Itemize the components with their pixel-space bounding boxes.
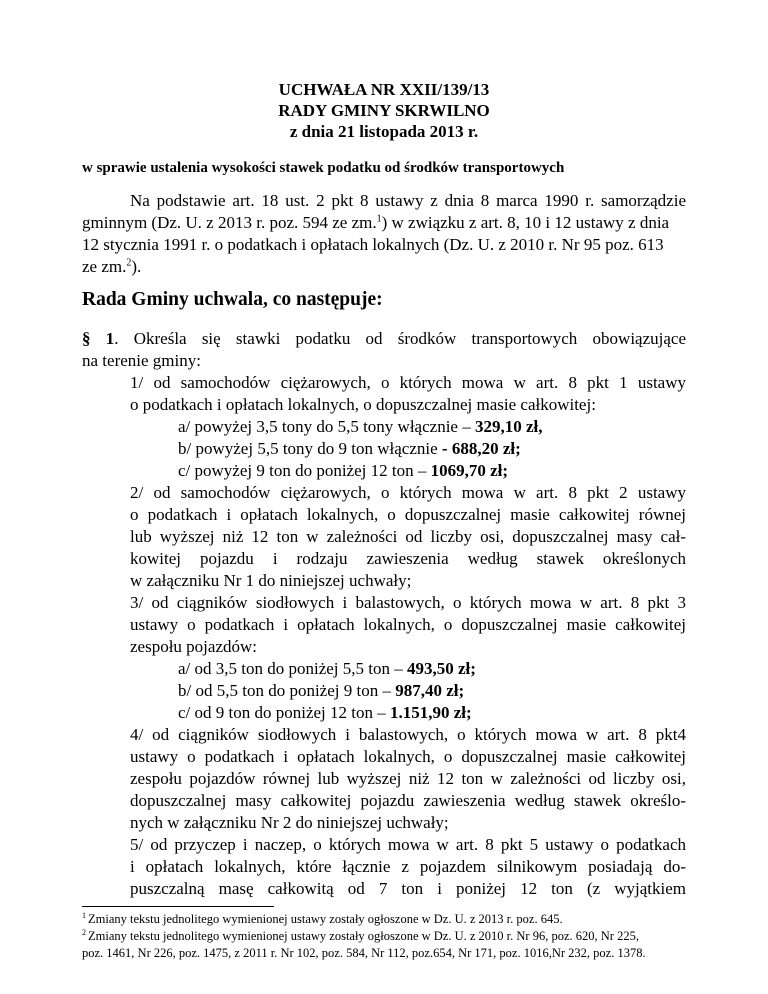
council-name: RADY GMINY SKRWILNO — [278, 101, 490, 120]
point-2-line-2: o podatkach i opłatach lokalnych, o dopuszczalnej masie całkowitej równej — [130, 505, 686, 524]
point-3a: a/ od 3,5 ton do poniżej 5,5 ton – 493,50 zł; — [178, 659, 476, 678]
point-3-line-3: zespołu pojazdów: — [130, 637, 257, 656]
rate-value: - 688,20 zł; — [441, 439, 521, 458]
point-1-line-1: 1/ od samochodów ciężarowych, o których mowa w art. 8 pkt 1 ustawy — [130, 373, 686, 392]
point-1b: b/ powyżej 5,5 tony do 9 ton włącznie - 688,20 zł; — [178, 439, 521, 458]
point-5-line-2: i opłatach lokalnych, które łącznie z pojazdem silnikowym posiadają do- — [130, 857, 686, 876]
point-1c: c/ powyżej 9 ton do poniżej 12 ton – 1069,70 zł; — [178, 461, 509, 480]
preamble-line-1: Na podstawie art. 18 ust. 2 pkt 8 ustawy z dnia 8 marca 1990 r. samorządzie — [130, 191, 686, 210]
point-2-line-5: w załączniku Nr 1 do niniejszej uchwały; — [130, 571, 412, 590]
point-4-line-4: dopuszczalnej masy całkowitej pojazdu zawieszenia według stawek określo- — [130, 791, 686, 810]
point-5-line-3: puszczalną masę całkowitą od 7 ton i poniżej 12 ton (z wyjątkiem — [130, 879, 686, 898]
footnote-separator — [82, 906, 274, 907]
subject-line: w sprawie ustalenia wysokości stawek podatku od środków transportowych — [82, 160, 565, 176]
preamble-line-4: ze zm.$^2$). — [82, 257, 142, 276]
point-1-line-2: o podatkach i opłatach lokalnych, o dopuszczalnej masie całkowitej: — [130, 395, 596, 414]
point-3c: c/ od 9 ton do poniżej 12 ton – 1.151,90 zł; — [178, 703, 472, 722]
rate-value: 1.151,90 zł; — [390, 703, 472, 722]
footnote-ref-1: 1 — [376, 213, 382, 225]
section-1-line-2: na terenie gminy: — [82, 351, 201, 370]
footnote-ref-2: 2 — [126, 257, 132, 269]
footnote-1: $^1$ Zmiany tekstu jednolitego wymienionej ustawy zostały ogłoszone w Dz. U. z 2013 r. poz. 645. — [82, 911, 563, 926]
footnote-2: $^2$ Zmiany tekstu jednolitego wymienionej ustawy zostały ogłoszone w Dz. U. z 2010 r. Nr 96, poz. 620, Nr 225, — [82, 928, 639, 943]
point-3b: b/ od 5,5 ton do poniżej 9 ton – 987,40 zł; — [178, 681, 465, 700]
resolution-date: z dnia 21 listopada 2013 r. — [289, 122, 479, 141]
point-2-line-4: kowitej pojazdu i rodzaju zawieszenia według stawek określonych — [130, 549, 686, 568]
point-4-line-1: 4/ od ciągników siodłowych i balastowych, o których mowa w art. 8 pkt4 — [130, 725, 686, 744]
point-4-line-3: zespołu pojazdów równej lub wyższej niż 12 ton w zależności od liczby osi, — [130, 769, 686, 788]
resolves-heading: Rada Gminy uchwala, co następuje: — [82, 289, 383, 310]
preamble-line-3: 12 stycznia 1991 r. o podatkach i opłatach lokalnych (Dz. U. z 2010 r. Nr 95 poz. 613 — [82, 235, 664, 254]
footnote-2-cont: poz. 1461, Nr 226, poz. 1475, z 2011 r. Nr 102, poz. 584, Nr 112, poz.654, Nr 171, poz. 1016,Nr 232, poz. 1378. — [82, 946, 646, 960]
rate-value: 493,50 zł; — [407, 659, 476, 678]
point-3-line-1: 3/ od ciągników siodłowych i balastowych, o których mowa w art. 8 pkt 3 — [130, 593, 686, 612]
point-2-line-3: lub wyższej niż 12 ton w zależności od liczby osi, dopuszczalnej masy cał- — [130, 527, 686, 546]
resolution-number: UCHWAŁA NR XXII/139/13 — [278, 80, 490, 99]
point-2-line-1: 2/ od samochodów ciężarowych, o których mowa w art. 8 pkt 2 ustawy — [130, 483, 686, 502]
preamble-line-2: gminnym (Dz. U. z 2013 r. poz. 594 ze zm.$^1$) w związku z art. 8, 10 i 12 ustawy z dnia — [82, 213, 670, 232]
rate-value: 329,10 zł, — [474, 417, 543, 436]
rate-value: 987,40 zł; — [395, 681, 465, 700]
point-5-line-1: 5/ od przyczep i naczep, o których mowa w art. 8 pkt 5 ustawy o podatkach — [130, 835, 686, 854]
point-3-line-2: ustawy o podatkach i opłatach lokalnych, o dopuszczalnej masie całkowitej — [130, 615, 686, 634]
section-sign: § 1 — [82, 329, 115, 348]
point-4-line-5: nych w załączniku Nr 2 do niniejszej uchwały; — [130, 813, 449, 832]
section-1-line-1: § 1. Określa się stawki podatku od środków transportowych obowiązujące — [82, 329, 686, 348]
point-1a: a/ powyżej 3,5 tony do 5,5 tony włącznie – 329,10 zł, — [178, 417, 543, 436]
rate-value: 1069,70 zł; — [430, 461, 509, 480]
point-4-line-2: ustawy o podatkach i opłatach lokalnych, o dopuszczalnej masie całkowitej — [130, 747, 686, 766]
